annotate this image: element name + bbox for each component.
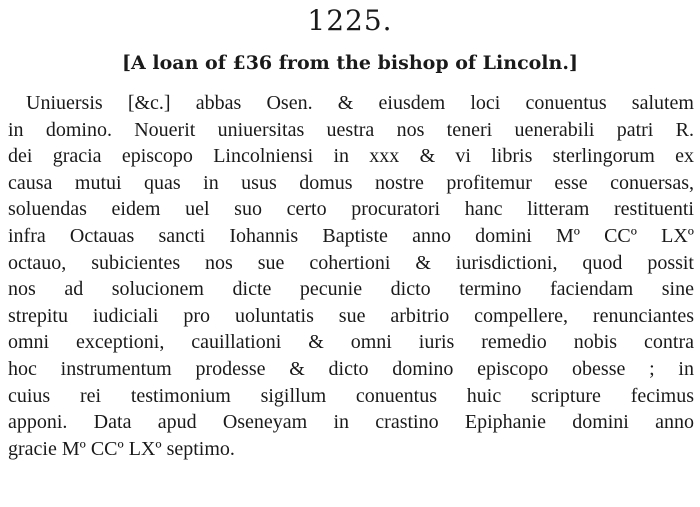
text-line: gracie Mº CCº LXº septimo. xyxy=(8,437,235,460)
text-line: omni exceptioni, cauillationi & omni iuris remedio nobis contra xyxy=(8,331,694,354)
text-line: octauo, subicientes nos sue cohertioni & iurisdictioni, quod possit xyxy=(8,251,694,274)
document-year: 1225. xyxy=(307,4,393,37)
text-line: in domino. Nouerit uniuersitas uestra nos teneri uenerabili patri R. xyxy=(8,118,694,141)
document-body xyxy=(8,90,694,462)
text-line: strepitu iudiciali pro uoluntatis sue arbitrio compellere, renunciantes xyxy=(8,304,694,327)
document-heading: [A loan of £36 from the bishop of Lincoln.] xyxy=(122,52,578,74)
text-line: soluendas eidem uel suo certo procuratori hanc litteram restituenti xyxy=(8,198,694,221)
text-line: Uniuersis [&c.] abbas Osen. & eiusdem loci conuentus salutem xyxy=(26,92,694,114)
text-line: dei gracia episcopo Lincolniensi in xxx & vi libris sterlingorum ex xyxy=(8,145,694,168)
text-line: apponi. Data apud Oseneyam in crastino Epiphanie domini anno xyxy=(8,411,694,434)
text-line: cuius rei testimonium sigillum conuentus huic scripture fecimus xyxy=(8,384,694,407)
text-line: hoc instrumentum prodesse & dicto domino episcopo obesse ; in xyxy=(8,357,694,380)
text-line: causa mutui quas in usus domus nostre profitemur esse conuersas, xyxy=(8,171,694,194)
text-line: nos ad solucionem dicte pecunie dicto termino faciendam sine xyxy=(8,278,694,301)
text-line: infra Octauas sancti Iohannis Baptiste anno domini Mº CCº LXº xyxy=(8,224,694,247)
